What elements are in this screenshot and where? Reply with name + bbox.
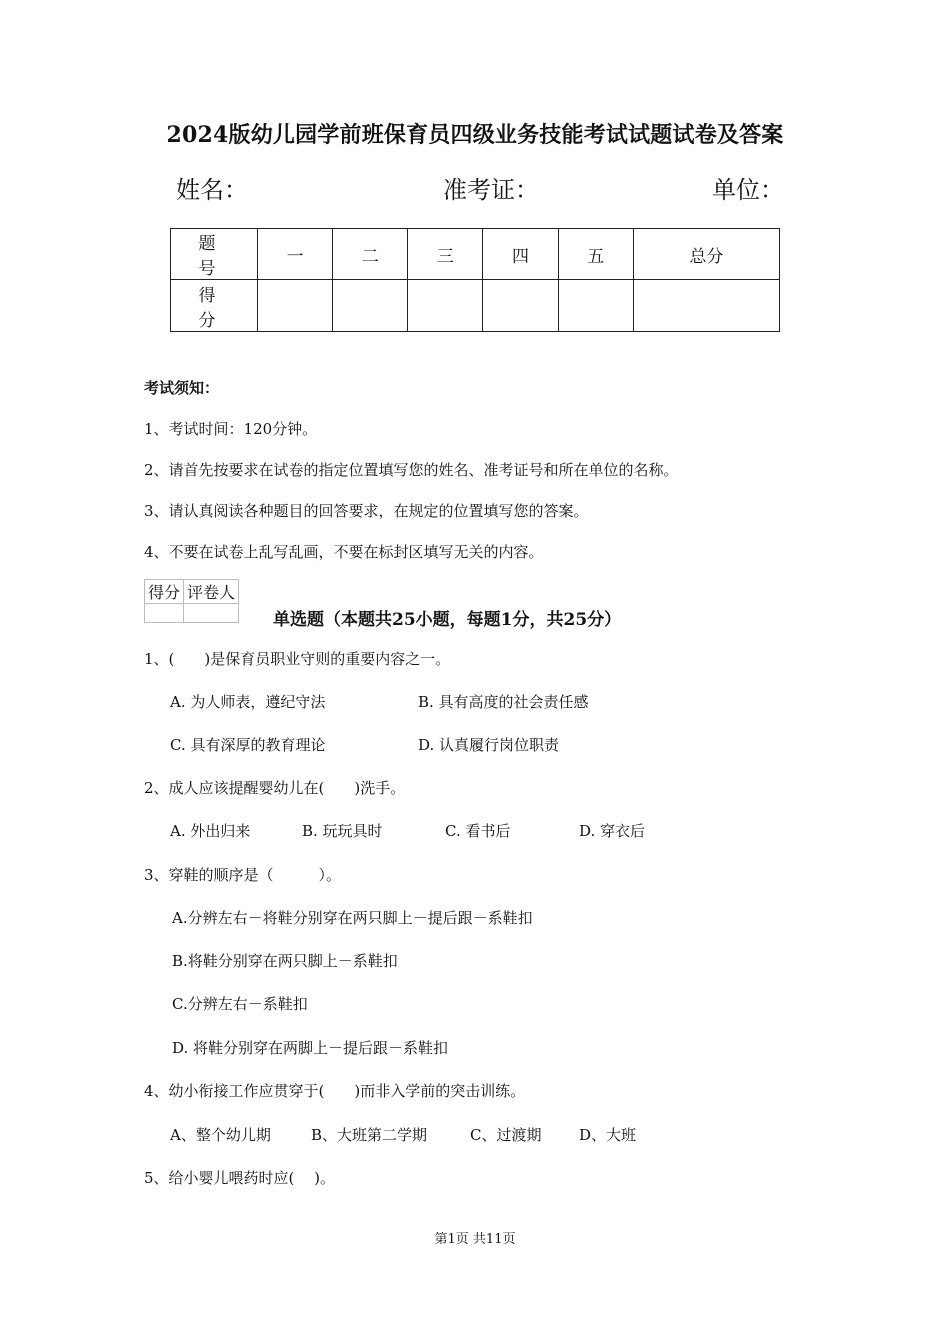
- exam-id-field-label: 准考证：: [443, 176, 539, 204]
- score-table-header-cell: 四: [483, 229, 558, 280]
- grader-box-score-label: 得分: [145, 580, 184, 604]
- question-option: A. 为人师表，遵纪守法: [170, 693, 326, 711]
- score-cell[interactable]: [333, 280, 408, 332]
- question-option: A、整个幼儿期: [170, 1126, 271, 1144]
- score-table-header-cell: 二: [333, 229, 408, 280]
- question-stem: 4、幼小衔接工作应贯穿于( )而非入学前的突击训练。: [144, 1082, 526, 1100]
- score-table-header-label: 题 号: [171, 229, 258, 280]
- unit-field-label: 单位：: [712, 176, 784, 204]
- question-option: D、大班: [579, 1126, 637, 1144]
- score-table-header-cell: 五: [558, 229, 633, 280]
- grader-box-grader-cell[interactable]: [184, 604, 239, 623]
- question-option: D. 穿衣后: [579, 822, 646, 840]
- question-option: B、大班第二学期: [311, 1126, 428, 1144]
- score-table-score-row: [171, 280, 780, 332]
- question-stem: 5、给小婴儿喂药时应( )。: [144, 1169, 336, 1187]
- score-table-header-cell: 三: [408, 229, 483, 280]
- question-stem: 1、( )是保育员职业守则的重要内容之一。: [144, 650, 451, 668]
- question-option: C.分辨左右－系鞋扣: [172, 995, 308, 1013]
- question-stem: 3、穿鞋的顺序是（ ）。: [144, 866, 342, 884]
- question-option: D. 认真履行岗位职责: [418, 736, 560, 754]
- score-cell[interactable]: [408, 280, 483, 332]
- score-table-score-label: 得 分: [171, 280, 258, 332]
- notice-item: 2、请首先按要求在试卷的指定位置填写您的姓名、准考证号和所在单位的名称。: [144, 461, 679, 479]
- notice-item: 4、不要在试卷上乱写乱画，不要在标封区填写无关的内容。: [144, 543, 544, 561]
- score-cell[interactable]: [258, 280, 333, 332]
- grader-box-grader-label: 评卷人: [184, 580, 239, 604]
- score-table-header-cell: 总分: [633, 229, 779, 280]
- notice-item: 1、考试时间：120分钟。: [144, 420, 318, 438]
- question-option: A.分辨左右－将鞋分别穿在两只脚上－提后跟－系鞋扣: [172, 909, 533, 927]
- question-option: B. 玩玩具时: [302, 822, 383, 840]
- score-cell[interactable]: [633, 280, 779, 332]
- score-table-header-row: [171, 229, 780, 280]
- notice-heading: 考试须知：: [144, 379, 220, 397]
- question-option: B. 具有高度的社会责任感: [418, 693, 589, 711]
- question-option: C. 看书后: [445, 822, 511, 840]
- score-cell[interactable]: [558, 280, 633, 332]
- name-field-label: 姓名：: [176, 176, 248, 204]
- grader-box-score-cell[interactable]: [145, 604, 184, 623]
- page-footer: 第1页 共11页: [434, 1232, 516, 1247]
- grader-box: [144, 579, 239, 623]
- question-option: D. 将鞋分别穿在两脚上－提后跟－系鞋扣: [172, 1039, 449, 1057]
- question-stem: 2、成人应该提醒婴幼儿在( )洗手。: [144, 779, 406, 797]
- question-option: C、过渡期: [470, 1126, 542, 1144]
- section-title: 单选题（本题共25小题，每题1分，共25分）: [273, 610, 622, 630]
- score-table: [170, 228, 780, 332]
- question-option: C. 具有深厚的教育理论: [170, 736, 326, 754]
- score-table-header-cell: 一: [258, 229, 333, 280]
- score-cell[interactable]: [483, 280, 558, 332]
- question-option: B.将鞋分别穿在两只脚上－系鞋扣: [172, 952, 398, 970]
- question-option: A. 外出归来: [170, 822, 251, 840]
- page-title: 2024版幼儿园学前班保育员四级业务技能考试试题试卷及答案: [166, 122, 784, 148]
- notice-item: 3、请认真阅读各种题目的回答要求，在规定的位置填写您的答案。: [144, 502, 589, 520]
